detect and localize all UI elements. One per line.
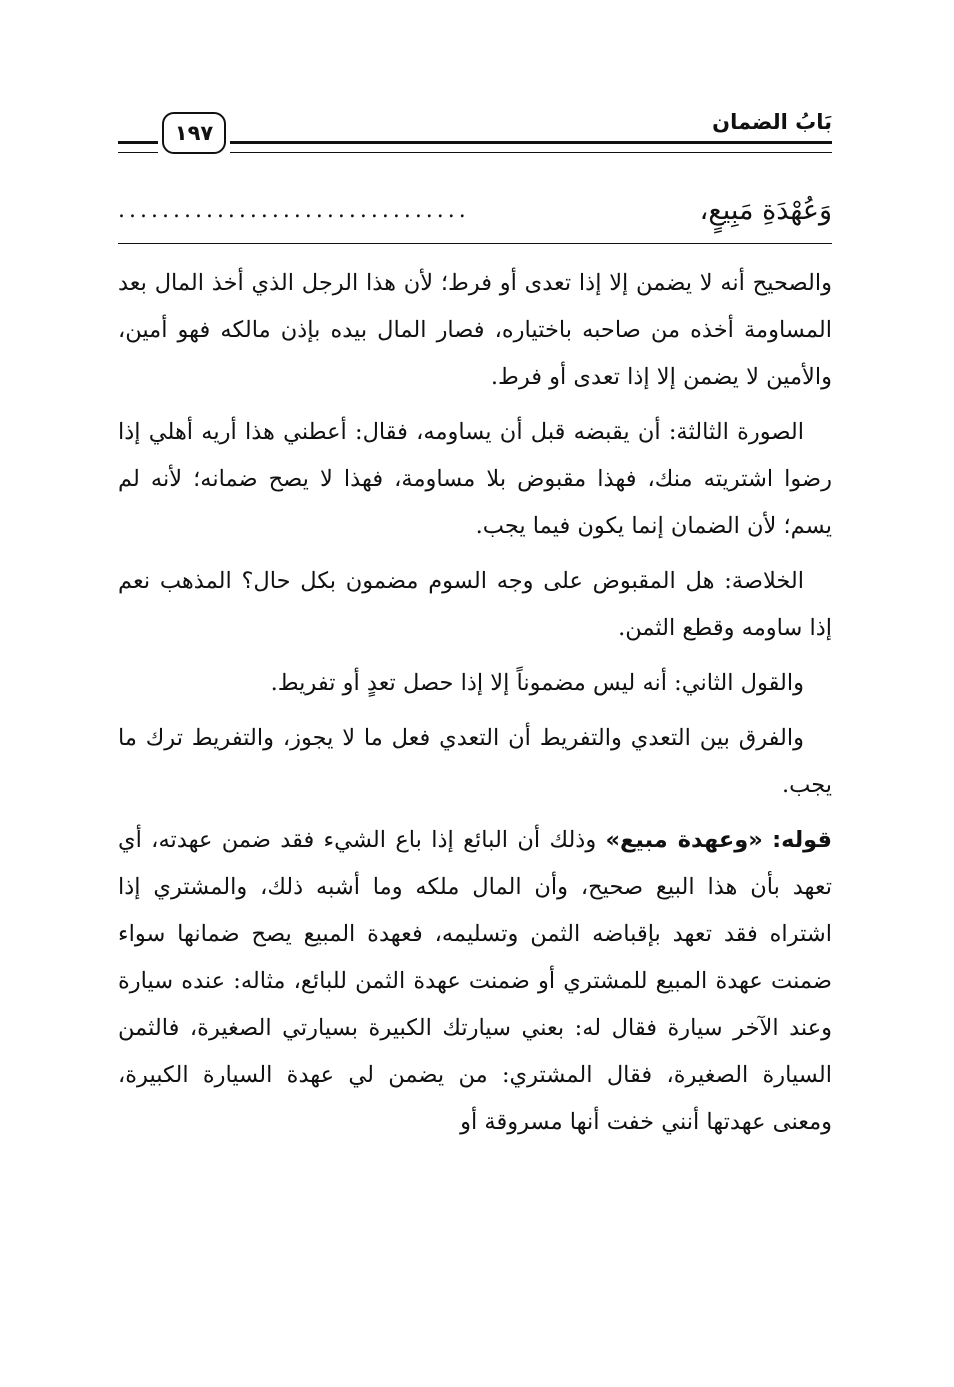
matn-line — [118, 188, 832, 232]
chapter-title: بَابُ الضمان — [712, 110, 832, 134]
quoted-matn: «وعهدة مبيع» — [605, 827, 763, 853]
page-header — [118, 108, 832, 160]
matn-text: وَعُهْدَةِ مَبِيعٍ، — [699, 194, 832, 226]
keyword-label: قوله: — [772, 827, 833, 853]
paragraph — [118, 817, 832, 1146]
header-rule-short — [118, 141, 158, 153]
paragraph: الصورة الثالثة: أن يقبضه قبل أن يساومه، فقال: أعطني هذا أريه أهلي إذا رضوا اشتريته منك، فهذا مقبوض بلا مساومة، فهذا لا يصح ضمانه؛ لأنه لم يسم؛ لأن الضمان إنما يكون فيما يجب. — [118, 419, 832, 539]
paragraph-text: وذلك أن البائع إذا باع الشيء فقد ضمن عهدته، أي تعهد بأن هذا البيع صحيح، وأن المال ملكه وما أشبه ذلك، والمشتري إذا اشتراه فقد تعهد بإقباضه الثمن وتسليمه، فعهدة المبيع يصح ضمانها سواء ضمنت عهدة المبيع للمشتري أو ضمنت عهدة الثمن للبائع، مثاله: عنده سيارة وعند الآخر سيارة فقال له: بعني سيارتك الكبيرة بسيارتي الصغيرة، فالثمن السيارة الصغيرة، فقال المشتري: من يضمن لي عهدة السيارة الكبيرة، ومعنى عهدتها أنني خفت أنها مسروقة أو — [118, 827, 832, 1135]
matn-dots: ................................ — [118, 197, 470, 223]
paragraph: والفرق بين التعدي والتفريط أن التعدي فعل ما لا يجوز، والتفريط ترك ما يجب. — [118, 725, 832, 798]
commentary-body — [118, 260, 832, 1154]
header-rule — [230, 141, 832, 153]
page-number: ١٩٧ — [162, 112, 226, 154]
paragraph: والصحيح أنه لا يضمن إلا إذا تعدى أو فرط؛ لأن هذا الرجل الذي أخذ المال بعد المساومة أخذه من صاحبه باختياره، فصار المال بيده بإذن مالكه فهو أمين، والأمين لا يضمن إلا إذا تعدى أو فرط. — [118, 270, 832, 390]
matn-divider — [118, 243, 832, 244]
paragraph: والقول الثاني: أنه ليس مضموناً إلا إذا حصل تعدٍ أو تفريط. — [270, 670, 804, 696]
paragraph: الخلاصة: هل المقبوض على وجه السوم مضمون بكل حال؟ المذهب نعم إذا ساومه وقطع الثمن. — [118, 568, 832, 641]
